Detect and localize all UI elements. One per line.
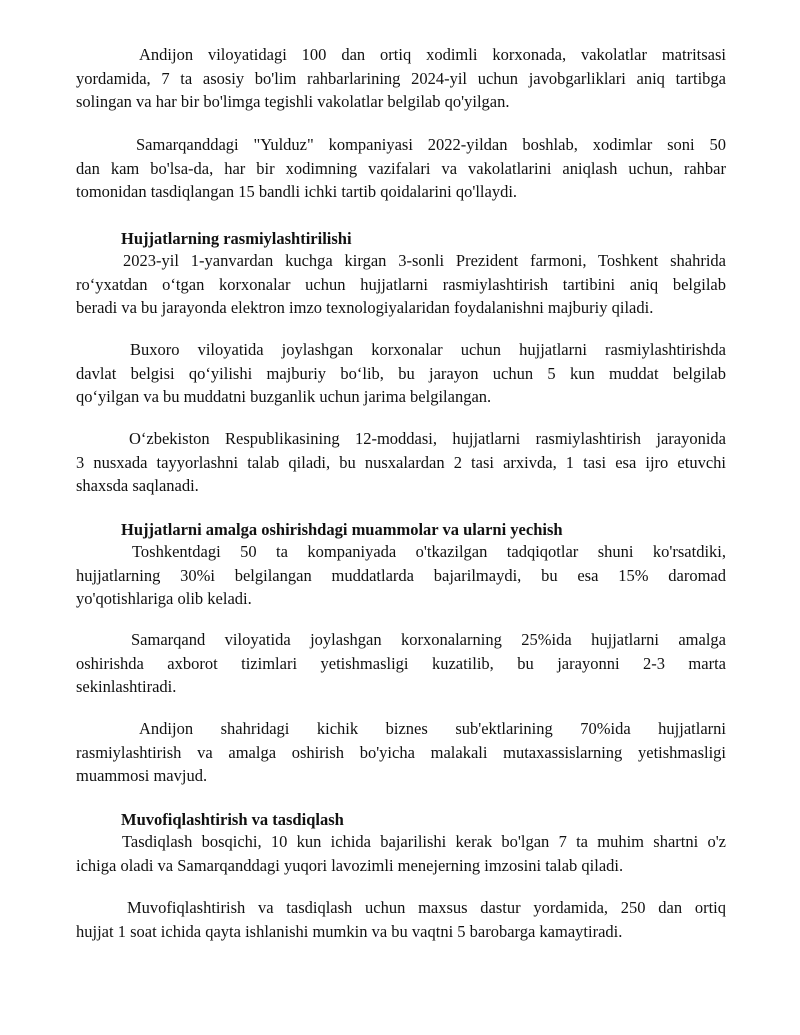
paragraph-line: beradi va bu jarayonda elektron imzo texnologiyalaridan foydalanishni majburiy qiladi. — [76, 298, 654, 317]
paragraph-line: hujjat 1 soat ichida qayta ishlanishi mumkin va bu vaqtni 5 barobarga kamaytiradi. — [76, 921, 623, 941]
paragraph-line: solingan va har bir bo'limga tegishli vakolatlar belgilab qo'yilgan. — [76, 92, 510, 111]
paragraph-yulduz-company — [76, 133, 726, 204]
paragraph-line: davlat belgisi qo‘yilishi majburiy bo‘lib, bu jarayon uchun 5 kun muddat belgilab — [76, 363, 726, 383]
section-heading — [121, 808, 721, 832]
paragraph-line: Tasdiqlash bosqichi, 10 kun ichida bajarilishi kerak bo'lgan 7 ta muhim shartni o'z — [122, 832, 726, 851]
paragraph-line: Toshkentdagi 50 ta kompaniyada o'tkazilgan tadqiqotlar shuni ko'rsatdiki, — [132, 542, 726, 561]
paragraph-line: Muvofiqlashtirish va tasdiqlash uchun maxsus dastur yordamida, 250 dan ortiq — [127, 898, 726, 917]
paragraph-line: ro‘yxatdan o‘tgan korxonalar uchun hujjatlarni rasmiylashtirish tartibini aniq belgilab — [76, 274, 726, 294]
paragraph-line: muammosi mavjud. — [76, 766, 208, 785]
paragraph-line: tomonidan tasdiqlangan 15 bandli ichki tartib qoidalarini qo'llaydi. — [76, 182, 518, 201]
paragraph-article-12 — [76, 427, 726, 498]
paragraph-presidential-decree — [76, 249, 726, 320]
paragraph-line: 3 nusxada tayyorlashni talab qiladi, bu nusxalardan 2 tasi arxivda, 1 tasi esa ijro etuvchi — [76, 452, 726, 472]
paragraph-line: qo‘yilgan va bu muddatni buzganlik uchun jarima belgilangan. — [76, 387, 492, 406]
paragraph-tashkent-research — [76, 540, 726, 611]
paragraph-bukhara — [76, 338, 726, 409]
paragraph-line: oshirishda axborot tizimlari yetishmasligi kuzatilib, bu jarayonni 2-3 marta — [76, 653, 726, 673]
paragraph-line: Andijon viloyatidagi 100 dan ortiq xodimli korxonada, vakolatlar matritsasi — [139, 45, 726, 64]
section-heading-text: Muvofiqlashtirish va tasdiqlash — [121, 810, 344, 829]
paragraph-andijon-small-business — [76, 717, 726, 788]
paragraph-line: hujjatlarning 30%i belgilangan muddatlarda bajarilmaydi, bu esa 15% daromad — [76, 565, 726, 585]
paragraph-approval-stage — [76, 830, 726, 877]
paragraph-line: Samarqand viloyatida joylashgan korxonalarning 25%ida hujjatlarni amalga — [131, 630, 726, 649]
paragraph-line: rasmiylashtirish va amalga oshirish bo'yicha malakali mutaxassislarning yetishmasligi — [76, 742, 726, 762]
paragraph-line: Samarqanddagi "Yulduz" kompaniyasi 2022-yildan boshlab, xodimlar soni 50 — [136, 135, 726, 154]
paragraph-line: Buxoro viloyatida joylashgan korxonalar uchun hujjatlarni rasmiylashtirishda — [130, 340, 726, 359]
paragraph-line: 2023-yil 1-yanvardan kuchga kirgan 3-sonli Prezident farmoni, Toshkent shahrida — [123, 251, 726, 270]
paragraph-line: shaxsda saqlanadi. — [76, 476, 199, 495]
paragraph-line: Andijon shahridagi kichik biznes sub'ektlarining 70%ida hujjatlarni — [139, 719, 726, 738]
paragraph-line: yo'qotishlariga olib keladi. — [76, 589, 252, 608]
paragraph-andijon-matrix — [76, 43, 726, 114]
paragraph-line: sekinlashtiradi. — [76, 677, 177, 696]
paragraph-line: yordamida, 7 ta asosiy bo'lim rahbarlarining 2024-yil uchun javobgarliklari aniq tartibga — [76, 68, 726, 88]
section-heading — [121, 227, 721, 251]
section-heading — [121, 518, 721, 542]
paragraph-line: dan kam bo'lsa-da, har bir xodimning vazifalari va vakolatlarini aniqlash uchun, rahbar — [76, 158, 726, 178]
paragraph-special-software — [76, 896, 726, 943]
section-heading-text: Hujjatlarning rasmiylashtirilishi — [121, 229, 352, 248]
paragraph-samarkand-systems — [76, 628, 726, 699]
section-heading-text: Hujjatlarni amalga oshirishdagi muammolar va ularni yechish — [121, 520, 563, 539]
paragraph-line: O‘zbekiston Respublikasining 12-moddasi, hujjatlarni rasmiylashtirish jarayonida — [129, 429, 726, 448]
paragraph-line: ichiga oladi va Samarqanddagi yuqori lavozimli menejerning imzosini talab qiladi. — [76, 855, 624, 875]
